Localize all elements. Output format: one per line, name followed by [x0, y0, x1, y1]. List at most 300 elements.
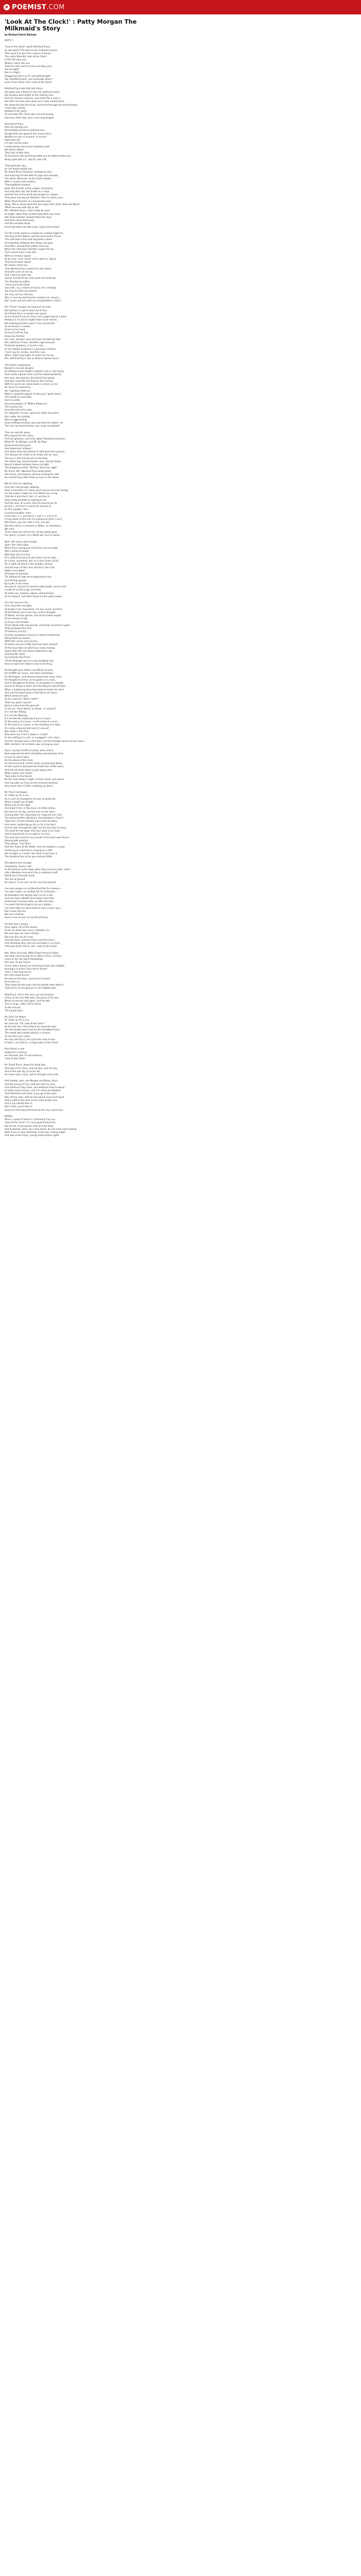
poem-line: Out of sight--in a wink!--the clock it had seen it, [5, 852, 58, 855]
poem-line: Ever to justify [5, 399, 20, 402]
poem-line: It's really a blessed odd sort of a sound! [5, 727, 50, 730]
poem-line: He cried aloud to turn; [5, 974, 30, 977]
poem-content [5, 19, 159, 1138]
poem-line: I've seen Irish Bricklayers run up a ladder,-- [5, 904, 53, 907]
poem-stanza [5, 364, 159, 429]
poem-stanza [5, 88, 159, 120]
poem-line: And amusing himself with his pipe and cheroots, [5, 174, 59, 177]
poem-line: The deceased Mrs. Winifred's 'Grandmother's Clock!!' [5, 817, 64, 820]
poem-line: He went to the door, and lock'd it secure, [5, 977, 51, 980]
poem-line: And the rest of the world was wrapp'd in repose, [5, 194, 59, 196]
poem-line: Never to see the lady again, and his fate [5, 1000, 50, 1003]
poem-line: Now experienced what schoolboys denominate 'funk.' [5, 753, 65, 756]
poem-line: I've seen people run at West-End Fair for cheeses,-- [5, 888, 62, 890]
poem-line: Was scaling its height [5, 550, 29, 553]
poem-line: Return'd about half-past eleven at night [5, 464, 49, 466]
poem-line: As I've heard people say, [5, 168, 33, 171]
poem-stanza [5, 602, 159, 666]
poem-line: We can't [5, 528, 14, 531]
poem-line: Such a race as was run by David Pryce; [5, 917, 48, 920]
poem-line: The very face and the very hands of the clock were there! [5, 836, 70, 839]
poem-line: Mr. Pryce, Mrs. Winifred Pryce being dead, [5, 470, 52, 473]
poem-line: 'You nasty Warmint, look at the Clock! [5, 56, 47, 58]
poem-line: Old 'Goat-in-Boots' showed them the door: [5, 216, 52, 219]
poem-line: You may do what you please, [5, 290, 37, 293]
poem-line: And to the last day of all his life, [5, 1070, 41, 1073]
poem-line: I've seen folks run when they've seen a bull's eye,-- [5, 907, 62, 910]
poem-line: Or her tumble produced a concussion of brain, [5, 348, 57, 351]
poem-line: It's not like the clattering of pot or of pan, [5, 717, 51, 720]
poem-line: With that sort of a kind [5, 553, 30, 556]
poem-line: Miss Davis, you see, was a very nice girl, [5, 521, 51, 524]
poem-line: He thought of all this, as he gazed, in a crack, [5, 679, 56, 682]
poem-line: Which went pit-a-pat [5, 695, 28, 698]
poem-stanza [5, 306, 159, 361]
poem-line: Killing Poets by dozens, [5, 637, 31, 640]
poem-line: When this otherwise amiable couple fell out, [5, 248, 54, 251]
poem-line: His hand on his lap, and his arm on the stone, [5, 810, 56, 814]
poem-line: I'll not speak of the rest, for pronounce them I can't, [5, 518, 63, 521]
poem-line: And Gwiddy, lads, and Morgan and Betsy, Pryce [5, 1080, 58, 1083]
logo-icon: P [4, 4, 10, 10]
poem-line: Now David Pryce [5, 123, 24, 126]
poem-line: He now met Pryce, and call'd the seat of rest-- [5, 1038, 56, 1041]
poem-line: Her buckles were bright as her milking cans, [5, 94, 54, 97]
poem-line: Soon made a great noise; and the shocking fatality [5, 374, 61, 377]
poem-line: Or the air,--from above--or below,--or around? [5, 708, 56, 710]
poem-line: It knock'd off her hat; [5, 332, 29, 335]
poem-line: Nought that was good to him came amiss, [5, 132, 52, 135]
poem-line: And the strange noise in the dark, and the strange silence of the moon,-- [5, 740, 86, 743]
poem-line: As a man, sometime, will, of a short space of life [5, 560, 59, 563]
poem-line: Of the Court Ball, at which by a lucky mishap, [5, 647, 56, 650]
poem-line: Wives, a word of advice! I commend it to you; [5, 1118, 56, 1121]
poem-line: And the sensible shock [5, 223, 30, 226]
poem-line: Her case, perhaps, was not much mended by that: [5, 338, 61, 341]
poem-line: I know you'd be killing [5, 283, 29, 286]
poem-line: Pryce, usually brimful of valour when drunk, [5, 750, 54, 752]
poem-line: When, sober'd by fright, to assist her he ran, [5, 354, 55, 357]
poem-line: From the vale proudly swelling, [5, 486, 40, 489]
poem-section-heading [5, 40, 159, 43]
poem-line: On a night, all alone in the twilight, among [5, 563, 53, 566]
poem-line: Is pronounceable;--then [5, 512, 31, 515]
poem-line: But then there's a mention in Wales, as elsewhere, [5, 524, 61, 528]
poem-line: Rose a mountain; it's name you'll excuse me from telling, [5, 489, 69, 492]
poem-line: The identical face of his poor defunct Wife! [5, 856, 53, 858]
poem-line: May still be seen, with its face going round and round [5, 1096, 64, 1099]
poem-line: Her little red eyes were deep set in their socket-holes, [5, 100, 65, 104]
poem-line: And swear they had witness'd, with grief and surprise, [5, 451, 65, 453]
poem-line: Of contention between this Darby and Joan; [5, 242, 54, 245]
poem-line: One glance was enough, [5, 862, 32, 865]
poem-line: So he threw it, instead, [5, 325, 30, 328]
poem-line: He paus'd, and turn'd round to take breath, and to rest; [5, 586, 67, 588]
poem-line: Her gown-tail was turn'd up, and tuck'd through the pocket-holes; [5, 104, 78, 107]
poem-line: You may sell my chemise, [5, 293, 34, 296]
poem-line: With an ominous squint [5, 255, 31, 258]
poem-line: He began to perspire, [5, 573, 29, 575]
poem-line: At Greenwich Fair twenty men run for a hat, [5, 894, 54, 897]
poem-line: Nor ever shall be, [5, 913, 25, 916]
poem-line: 'Look at the Clock!' [5, 1058, 26, 1060]
poem-line: And show'd him, in the moon, his little stomp, [5, 807, 56, 810]
poem-line: And he thought of all these, as he gazed, in a breath, [5, 682, 64, 685]
poem-line: Come two L L s, and two H s, two F s, and an E; [5, 515, 58, 518]
poem-line: As in such an emergence he saw no great fun, [5, 798, 56, 801]
poem-line: Not far from his dwelling, [5, 483, 33, 486]
logo-text: POEMIST [12, 3, 46, 11]
poem-line: Me in a fright; [5, 72, 21, 75]
poem-line: Of her Heroes of old, [5, 618, 28, 621]
poem-line: With a couple more soakers, [5, 181, 37, 183]
poem-line: Till, finding his legs were beginning to tire, [5, 576, 52, 579]
poem-line: They talk of their Ales; [5, 152, 30, 155]
poem-stanza [5, 483, 159, 537]
poem-line: And wherever they roam, and whatever they're about, [5, 1086, 65, 1089]
poem-stanza [5, 888, 159, 920]
poem-line: And the 'frame of the Water' was the heights in a grip, [5, 846, 65, 849]
poem-line: But walking just then wasn't very convenient, [5, 322, 56, 325]
poem-line: Is this the way, you [5, 59, 26, 62]
poem-stanza [5, 432, 159, 480]
poem-line: A walk all up hill is apt, we know, [5, 589, 42, 592]
poem-line: Her daily round loving her to dwell in Don,--a Fiend [5, 955, 61, 958]
poem-line: And the Clock, and the Clock, and the Clock!-- [5, 939, 56, 942]
poem-line: On Gryffith ap Conan, and Owen Glendower, [5, 672, 54, 675]
poem-line: And he saw, through the light, by the last rays of moon, [5, 826, 67, 829]
poem-line: He 'deplored,' he was 'apt to be rather too quick;' [5, 412, 60, 415]
poem-line: Ran over, like wild-fire, the whole Principality. [5, 377, 55, 380]
poem-line: He should marry Miss Davis at once in her stead. [5, 477, 59, 479]
poem-line: His 'ingenious defence,' [5, 389, 31, 393]
poem-line: But do not, if you please, look at it too long; [5, 1125, 54, 1128]
poem-line: Fluttering its sweet face, clinging to a cleft- [5, 849, 53, 852]
poem-line: O'er fell, and o'er fen, [5, 602, 29, 604]
poem-line: He clear'd, in his race, at the very first bound! [5, 881, 56, 884]
poem-line: So he stretch'd out his hand, and caught hold of a stick; [5, 316, 67, 318]
poem-line: Remarkably partial to anything nice, [5, 129, 45, 132]
poem-line: Not that in Wales [5, 148, 24, 151]
poem-line: Came, to turn his little wife, the place of his own, [5, 996, 59, 999]
poem-line: Every night of the year as the clock strikes one; [5, 1099, 58, 1102]
poem-line: Or the hum of a crowd,--or the shouting of a mob,-- [5, 724, 62, 727]
poem-line: And the young of Caer, that was then so nice, [5, 1083, 56, 1086]
poem-line: Wretch, every day you [5, 62, 30, 65]
poem-line: Well,--the moon shone bright [5, 540, 37, 544]
poem-line: Some trifling correction was just what he meant;--all [5, 422, 63, 425]
poem-stanza [5, 1080, 159, 1112]
poem-stanza [5, 1115, 159, 1138]
poem-line: Now what can it be? a hawk or a snail? [5, 734, 48, 736]
poem-line: Sang, 'We've drunk down the Sun, boys! let's drink down the Moon!' [5, 203, 80, 206]
poem-stanza [5, 165, 159, 229]
poem-line: As adding to grim Death's exploits such a vast trophy, [5, 370, 65, 373]
poem-line: Both, like himself, prime singers and jokers; [5, 187, 54, 190]
poem-line: He had traversed; a thick cloud, uncommonly black, [5, 762, 63, 765]
poem-line: To make one, however robust, puff and blow, [5, 592, 55, 595]
poem-line: When Pryce, being quit of his fuss and his fright, [5, 547, 59, 550]
poem-line: Had very short legs, and a very long tongue. [5, 116, 55, 120]
poem-line: Than Winifred Pryce would turn her about, [5, 267, 52, 270]
poem-line: And sounded, as Pryce to this moment declares, [5, 782, 59, 785]
poem-line: And long after day had drawn to a close, [5, 190, 50, 193]
poem-stanza [5, 46, 159, 84]
poem-line: Poor David is now [5, 1048, 25, 1051]
poem-line: In vain he look'd back [5, 756, 29, 759]
poem-line: Not unlike a Tick-Tick! [5, 730, 29, 733]
poem-line: While clearer and clearer, [5, 772, 34, 775]
poem-line: He returned, like--I'll not mention-- [5, 1054, 43, 1057]
poem-line: And how Mr. Tudor [5, 653, 25, 656]
poem-line: Mr. Pryce had begun [5, 791, 28, 794]
poem-line: Mr. Pryce to commence [5, 386, 31, 389]
poem-line: Mrs. Winifred Pryce was as dead as Queen Anne! [5, 358, 59, 361]
poem-line: David turn'd himself round; [5, 875, 35, 878]
poem-line: Declared the Deceased [5, 444, 31, 447]
poem-line: Does it come from the ground? [5, 704, 39, 707]
poem-line: As the last face, that show'd his mournful lack: [5, 1025, 57, 1028]
poem-line: Mrs. Davis kind lady, Mittie Ewart heard at dawn, [5, 952, 59, 955]
poem-line: And did not seem likely to pass away soon; [5, 769, 53, 772]
poem-line: To 'make up' for a run, [5, 794, 30, 798]
poem-line: For the hands stood as crooked as crooked might be, [5, 232, 64, 235]
poem-line: Over mountain and glen, [5, 605, 32, 608]
poem-line: Produced apoplexy, or burst a vein, [5, 345, 44, 348]
poem-line: Whether to eat, or to drink, or to kiss! [5, 135, 47, 139]
poem-line: Or the rattling of a cart, or a waggon?--all is dark-- [5, 737, 61, 740]
poem-line: Mr. David Pryce, about his dying day, [5, 1064, 46, 1067]
poem-line: (Mrs. P. was too well-bred to mention her smock,) [5, 296, 60, 299]
poem-line: Of Wales, and her glories, and all he'd been taught [5, 615, 61, 617]
poem-line: And sent the blood back in full tide to his heart, [5, 691, 58, 694]
poem-line: Was so aggravating: [5, 418, 27, 421]
poem-line: But, whatever it was,--whether rage and pain [5, 342, 55, 344]
poem-line: And the tears of the cleric did fall in the Cold [5, 566, 55, 569]
poem-line: Have really but little or nothing to do; [5, 499, 47, 502]
poem-line: 'Twas plain to the hearer, [5, 775, 33, 778]
poem-line: And feeling opprest [5, 579, 27, 582]
poem-line: This self-same Clock had long been a bone [5, 239, 53, 242]
poem-line: 'Twas her!--it had certainly move from its place, [5, 820, 58, 823]
poem-line: Still kept of his Clock, and his face, and his way, [5, 1067, 58, 1070]
poem-stanza [5, 952, 159, 991]
poem-stanza [5, 669, 159, 747]
poem-line: And one from a Bailiff much faster than that; [5, 897, 55, 900]
poem-stanza [5, 750, 159, 788]
poem-stanza [5, 923, 159, 949]
poem-line: Of her Bards with long beards, and harps mounted in gold,-- [5, 624, 72, 627]
poem-line: Be the noise what it might, it drew nearer and nearer, [5, 778, 65, 782]
poem-line: The jury in fine having sat on the body [5, 457, 48, 460]
poem-line: I've seen Ladies run at Bow Fair for chemises,-- [5, 891, 57, 894]
poem-line: With 'old Nick,' at his heels, was coming up soon. [5, 743, 60, 746]
poem-line: Higher and higher, [5, 569, 26, 572]
poem-line: Very much 'like a Coffin a-walking up stairs.' [5, 785, 54, 788]
poem-line: When a bright ray of light [5, 801, 34, 804]
poem-line: Implored to remove, [5, 1051, 27, 1054]
poem-line: Out all night! [5, 69, 20, 71]
poem-line: 'You thundering willain, [5, 280, 30, 283]
logo-suffix: .COM [46, 3, 65, 11]
poem-line: Treat her who vow'd to love and obey you? [5, 65, 53, 68]
poem-line: As she open'd the door to her husband's knock, [5, 49, 58, 52]
poem-line: To him fell in her chain. [5, 1035, 31, 1038]
poem-line: And you'll find yourself struck at the very same hour. [5, 1109, 64, 1112]
poem-line: At its case, of an 'Uncle' of his, who'd a 'Spout.' [5, 258, 57, 261]
poem-line: As he cried out, 'What's that?'-- [5, 698, 40, 701]
poem-line: And with scorn on her lip, [5, 270, 33, 274]
poem-line: 'What have we with day to do? [5, 207, 39, 209]
poem-line: That very queer sound?-- [5, 701, 33, 704]
poem-line: Winifred Pryce was tidy and clean; [5, 88, 43, 91]
poem-line: To the Ground, [5, 1006, 21, 1009]
poem-line: But I never will part with my Grandmother's Clock!' [5, 300, 62, 302]
poem-line: At foot-ball I've been fully run after the ball,-- [5, 901, 55, 903]
poem-line: Turn'd, to go,--after, fell his bone, [5, 1003, 42, 1006]
poem-line: Waving with emotion, [5, 839, 29, 842]
poem-line: Made a 'powerful appeal' to the jury's 'good sense:' [5, 393, 62, 396]
poem-line: If it was not too stale [5, 142, 28, 145]
poem-line: As the Doctors write down when they send you their 'stuff,'-- [5, 868, 72, 871]
poem-line: Coming after him, bounding o'er crag and o'er rock, [5, 814, 62, 817]
poem-line: At length, when they couldn't well drink any more, [5, 213, 61, 216]
poem-line: While Mr. Ap Morgan, and Mr. Ap Rhys [5, 441, 47, 444]
poem-line: MORAL. [5, 1115, 13, 1118]
poem-line: And of all things in short, but the thing he should think, [5, 685, 67, 688]
poem-line: Who depos'd to her tones, [5, 434, 34, 437]
poem-body [5, 40, 159, 1138]
poem-line: Did ever day see such a thing?-- [5, 933, 41, 936]
poem-stanza [5, 541, 159, 599]
poem-line: A face like a ferret [5, 107, 25, 110]
poem-line: To conclude, Mrs. Pryce was not over-young, [5, 113, 54, 116]
poem-line: It hadn't, nor had he, a single place of the Clock [5, 1042, 58, 1044]
poem-line: It is not like Walking, [5, 714, 28, 717]
poem-line: The line of ground [5, 878, 25, 881]
poem-line: Once again, full of the dream, [5, 926, 38, 929]
poem-line: As he ran there was once a dreadful cry: [5, 929, 50, 932]
poem-line: He never saw a clock, but he thought of his wife. [5, 1074, 59, 1076]
poem-line: Came to her the latest foreboding, [5, 958, 43, 961]
poem-line: On the L, and the H, and the N, and the R. [5, 505, 52, 508]
poem-line: 'Old Look at the Clock!--Do!--Look at the Clock!' [5, 945, 58, 948]
poem-line: Especially ale-- [5, 139, 22, 142]
poem-line: Of King Edward the First, [5, 628, 32, 630]
poem-line: Had one darling vice; [5, 126, 28, 129]
poem-line: But I never did see, [5, 910, 26, 913]
poem-line: On Pendragon, and Heaven knows how many more; [5, 675, 62, 679]
poem-line: While David himself, to a Sassenach tune, [5, 200, 52, 203]
poem-stanza [5, 232, 159, 303]
poem-line: And glanc'd at the Clock which struck!' [5, 968, 48, 971]
poem-line: 'Look at the Clock!' quoth Winifred Pryce, [5, 46, 51, 49]
poem-line: With his jury to sit, some dozen or more, on her. [5, 383, 58, 386]
poem-line: That turn'd, to the ground--in her frightful pair. [5, 987, 57, 990]
poem-line: He cried out, 'Oh, look at the clock!--' [5, 1022, 46, 1025]
poem-line: But patience is apt to wear out at last, [5, 309, 47, 312]
poem-line: And if you should hear it, [5, 1103, 33, 1105]
poem-line: And a hand on each hip, [5, 274, 32, 277]
poem-stanza [5, 123, 159, 162]
poem-stanza [5, 1016, 159, 1045]
poem-line: That the A and the E, the I, O, and the U, [5, 496, 50, 499]
site-logo[interactable] [4, 4, 64, 11]
poem-line: Or the tramp of a horse,--or the tread of a man,-- [5, 721, 59, 723]
poem-line: Don't wait;--you'll fear it, [5, 1106, 32, 1109]
poem-line: Mrs. Winifred Pryce, 'twas made for you!' [5, 210, 51, 213]
poem-line: Her gown was a flower'd one, her petticoat green, [5, 91, 60, 94]
poem-line: Till the Dowager put on a new wedding ring, [5, 659, 54, 663]
poem-line: Now Pryce, still in the race, put out his bone, [5, 993, 55, 996]
poem-line: The long at the Twelve, and the short at the Three! [5, 235, 61, 238]
poem-line: PATTY. I [5, 40, 13, 42]
poem-line: And husbands, when you come home, do not come home wrong. [5, 1128, 77, 1131]
poem-stanza [5, 862, 159, 885]
poem-line: And rush'd in, [5, 980, 20, 984]
poem-line: Of memory accurst; [5, 631, 27, 634]
poem-stanza [5, 1064, 159, 1077]
poem-line: Mr. David Pryce had been soaking his clay, [5, 171, 52, 174]
poem-line: Down she fell flat; [5, 335, 25, 338]
poem-line: The hand he had stopt, that was stuck at its noon, [5, 830, 61, 833]
poem-line: Any presumption of "Malice Prepense;"' [5, 402, 49, 405]
poem-line: Then, in the loud sound, [5, 971, 32, 974]
poem-author: by Richard Harris Barham [5, 33, 37, 37]
poem-line: Our grace, in poem, to a Welsh girl, and so sweet. [5, 534, 60, 537]
poem-line: Perhaps in its use he might mean to be lenient, [5, 319, 57, 322]
poem-line: By a pain in his chest, [5, 582, 29, 585]
poem-line: And he perceived, to his sight or his fear, [5, 833, 51, 836]
poem-line: And often, among their pother and rout, [5, 245, 50, 248]
poem-line: Shone out on the sight, [5, 804, 31, 807]
poem-line: They were roaring out 'Shenkin!' and 'Ar hydd y nos;' [5, 197, 64, 200]
poem-line: 'The world he must defy [5, 396, 32, 399]
poem-line: Staggering home as it's just getting light! [5, 75, 51, 78]
poem-line: All bright in the moonshine, his eye roved, and then [5, 608, 62, 611]
poem-line: That Winifred's old Clock, if you go to the town, [5, 1093, 58, 1096]
poem-line: So brave and so bold,-- [5, 621, 30, 624]
poem-stanza [5, 1048, 159, 1061]
poem-line: Thoroughbred smokers, [5, 184, 31, 187]
poem-line: And the duty, of course, falls the heavier by far [5, 502, 57, 505]
poem-line: I really believe he'd have emptied a pail; [5, 145, 50, 148]
poem-line: Both of you in your dwellings, mind your ticking aright, [5, 1131, 66, 1134]
poem-line: It is not like Talking, [5, 711, 27, 714]
poem-line: And the scandalous manner in which he behaved, [5, 634, 60, 637]
poem-line: Felt lonely, and moped; and one evening he said [5, 473, 59, 476]
poem-line: The whole afternoon, at the Goat-in-Boots, [5, 177, 52, 180]
poem-line: You intoxified brute!--you insensible block!-- [5, 78, 54, 81]
poem-line: Mr. Davis he begun [5, 1016, 26, 1019]
poem-line: And look at the Clock, and go home before night! [5, 1134, 60, 1138]
poem-line: Betoken'd her spirit: [5, 110, 27, 113]
poem-line: On the whole of the track [5, 759, 33, 762]
poem-line: Yet that was a dream, [5, 923, 29, 926]
poem-line: Look at the Clock!--Do!--Look at the Clock!' [5, 81, 53, 84]
poem-line: 'Look at the Clock!' is a very good thing to do; [5, 1122, 56, 1125]
poem-line: The allusion she made to his limbs and his eyes. [5, 454, 59, 457]
poem-stanza [5, 791, 159, 859]
poem-line: Pryce would drop a cool hint, [5, 251, 37, 255]
poem-line: Had styled him 'a Beast,' [5, 447, 32, 450]
poem-line: And her gestures, and hints about 'breaking his bones;' [5, 438, 67, 440]
poem-line: Mrs. Pryce's tongue ran long and ran fast; [5, 306, 52, 309]
poem-line: The rest, he assured them, was 'quite accidental!' [5, 425, 60, 428]
poem-line: Of a shift of his mind to the Clock and his wife, [5, 556, 57, 560]
poem-line: I can't say for certain,--but this I can, [5, 351, 46, 354]
poem-line: Of whom not one in fifty had ever been shaved-- [5, 643, 59, 647]
